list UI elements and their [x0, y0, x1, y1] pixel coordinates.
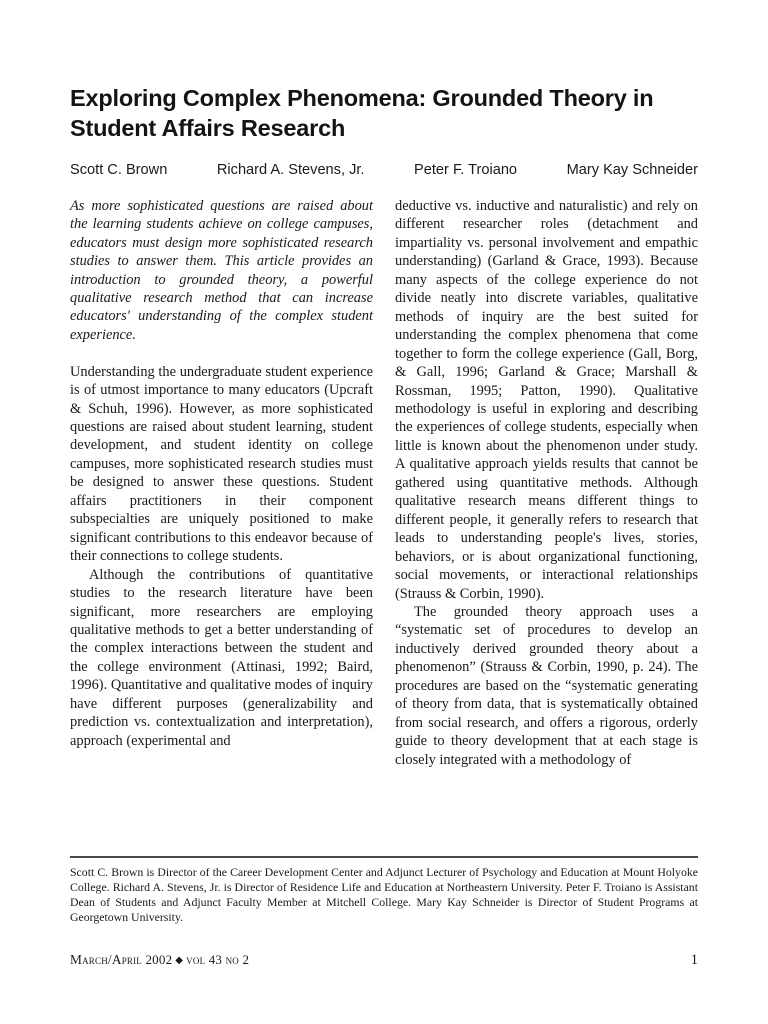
issue-year: 2002: [145, 952, 173, 967]
body-paragraph: Although the contributions of quantitative studies to the research literature have been significant, more researchers are employing qualitative methods to get a better understanding of the complex interactions between the student and the college environment (Attinasi, 1992; Baird, 1996). Quantitative and qualitative modes of inquiry have different purposes (generalizability and prediction vs. contextualization and interpretation), approach (experimental and: [70, 566, 373, 749]
author-affiliations-note: Scott C. Brown is Director of the Career Development Center and Adjunct Lecturer of Psychology and Education at Mount Holyoke College. Richard A. Stevens, Jr. is Director of Residence Life and Education at Northeastern University. Peter F. Troiano is Assistant Dean of Students and Adjunct Faculty Member at Mitchell College. Mary Kay Schneider is Director of Student Programs at Georgetown University.: [70, 864, 698, 925]
author-name: Peter F. Troiano: [414, 162, 518, 178]
number-label: no: [225, 952, 239, 967]
page-footer: [70, 952, 698, 969]
issue-line: [70, 952, 249, 968]
author-note-block: [70, 856, 698, 925]
body-paragraph: deductive vs. inductive and naturalistic) and rely on different researcher roles (detachment and impartiality vs. personal involvement and empathic understanding) (Garland & Grace, 1993). Because many aspects of the college experience do not divide neatly into discrete variables, qualitative methods of inquiry are the best suited for understanding the complex phenomena that come together to form the college experience (Gall, Borg, & Gall, 1996; Garland & Grace; Marshall & Rossman, 1995; Patton, 1990). Qualitative methodology is useful in exploring and describing the experiences of college students, especially when little is known about the phenomenon under study. A qualitative approach yields results that cannot be gathered using quantitative methods. Although qualitative research means different things to different people, it generally refers to research that leads to understanding people's lives, stories, behaviors, or is about organizational functioning, social movements, or interactional relationships (Strauss & Corbin, 1990).: [395, 198, 698, 602]
content-frame: [70, 0, 698, 1024]
abstract: As more sophisticated questions are raised about the learning students achieve on college campuses, educators must design more sophisticated research studies to answer them. This article provides an introduction to grounded theory, a powerful qualitative research method that can increase educators' understanding of the complex student experience.: [70, 198, 373, 343]
diamond-icon: ◆: [175, 954, 184, 966]
body-paragraph: The grounded theory approach uses a “systematic set of procedures to develop an inductively derived grounded theory about a phenomenon” (Strauss & Corbin, 1990, p. 24). The procedures are based on the “systematic generating of theory from data, that is systematically obtained from social research, and offers a rigorous, orderly guide to theory development that at each stage is closely integrated with a methodology of: [395, 603, 698, 768]
column-right: [395, 197, 698, 769]
issue-month: March/April: [70, 952, 143, 967]
two-column-body: [70, 197, 698, 769]
volume-label: vol: [186, 952, 206, 967]
column-left: [70, 197, 373, 750]
author-name: Scott C. Brown: [70, 162, 168, 178]
footnote-divider: [70, 856, 698, 858]
author-name: Mary Kay Schneider: [566, 162, 698, 178]
page-number: 1: [690, 952, 698, 968]
author-list: [70, 143, 698, 180]
body-paragraph: Understanding the undergraduate student experience is of utmost importance to many educators (Upcraft & Schuh, 1996). However, as more sophisticated questions are raised about student learning, student development, and student identity on college campuses, more sophisticated research studies must be designed to answer these questions. Student affairs practitioners in their component subspecialties are uniquely positioned to make significant contributions to this endeavor because of their connections to college students.: [70, 363, 373, 565]
page-title: Exploring Complex Phenomena: Grounded Theory in Student Affairs Research: [70, 85, 654, 141]
volume-number: 43: [208, 952, 223, 967]
author-name: Richard A. Stevens, Jr.: [216, 162, 365, 178]
issue-number: 2: [242, 952, 250, 967]
